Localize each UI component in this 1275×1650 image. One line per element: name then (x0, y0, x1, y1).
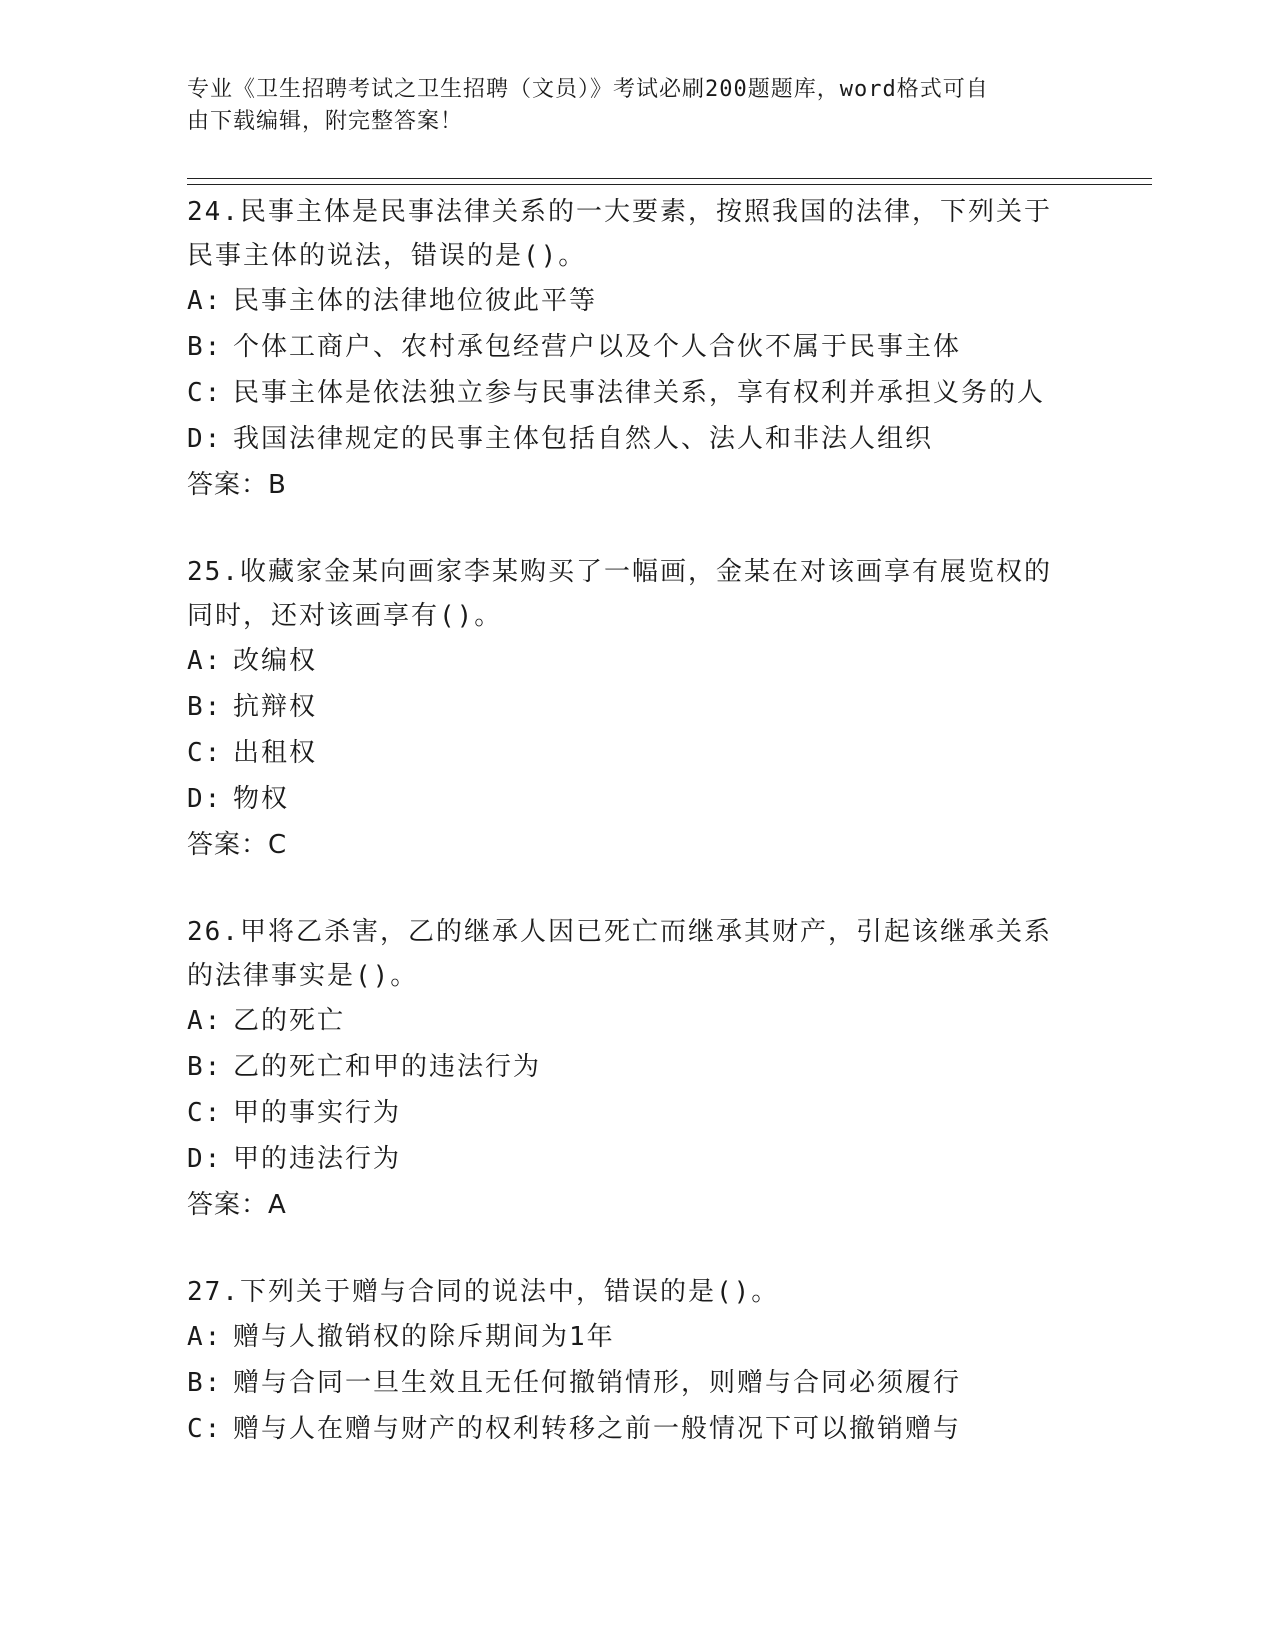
answer-line: 答案：C (187, 830, 288, 860)
option-a (187, 278, 1087, 324)
option-letter: D: (187, 1144, 223, 1174)
option-text: 甲的事实行为 (233, 1098, 402, 1128)
option-c (187, 1406, 1087, 1452)
option-letter: C: (187, 738, 223, 768)
question-26 (187, 910, 1087, 1228)
question-stem (187, 550, 1087, 638)
question-stem-line-1: 24.民事主体是民事法律关系的一大要素，按照我国的法律，下列关于 (187, 197, 1052, 227)
option-letter: C: (187, 1414, 223, 1444)
option-letter: A: (187, 1006, 223, 1036)
option-text: 赠与人在赠与财产的权利转移之前一般情况下可以撤销赠与 (233, 1414, 962, 1444)
option-b (187, 1360, 1087, 1406)
option-d (187, 416, 1087, 462)
header-line-1: 专业《卫生招聘考试之卫生招聘（文员）》考试必刷200题题库，word格式可自 (187, 77, 989, 102)
question-27 (187, 1270, 1087, 1452)
option-text: 赠与人撤销权的除斥期间为1年 (233, 1322, 615, 1352)
option-text: 出租权 (233, 738, 318, 768)
option-letter: B: (187, 692, 223, 722)
option-text: 乙的死亡和甲的违法行为 (233, 1052, 542, 1082)
question-stem (187, 1270, 1087, 1314)
option-c (187, 1090, 1087, 1136)
question-24 (187, 190, 1087, 508)
option-c (187, 730, 1087, 776)
header-line-2: 由下载编辑，附完整答案！ (187, 109, 464, 134)
option-text: 甲的违法行为 (233, 1144, 402, 1174)
question-stem-line-1: 26.甲将乙杀害，乙的继承人因已死亡而继承其财产，引起该继承关系 (187, 917, 1052, 947)
option-letter: B: (187, 1368, 223, 1398)
option-d (187, 776, 1087, 822)
option-text: 乙的死亡 (233, 1006, 346, 1036)
question-stem (187, 910, 1087, 998)
question-stem-line-1: 25.收藏家金某向画家李某购买了一幅画，金某在对该画享有展览权的 (187, 557, 1052, 587)
question-stem-line-2: 民事主体的说法，错误的是()。 (187, 241, 587, 271)
question-stem-line-1: 27.下列关于赠与合同的说法中，错误的是()。 (187, 1277, 780, 1307)
option-letter: A: (187, 286, 223, 316)
option-b (187, 1044, 1087, 1090)
option-text: 改编权 (233, 646, 318, 676)
question-stem (187, 190, 1087, 278)
option-c (187, 370, 1087, 416)
option-text: 我国法律规定的民事主体包括自然人、法人和非法人组织 (233, 424, 934, 454)
option-d (187, 1136, 1087, 1182)
option-text: 个体工商户、农村承包经营户以及个人合伙不属于民事主体 (233, 332, 962, 362)
question-stem-line-2: 同时，还对该画享有()。 (187, 601, 503, 631)
answer-line: 答案：B (187, 470, 287, 500)
option-letter: C: (187, 378, 223, 408)
option-text: 抗辩权 (233, 692, 318, 722)
option-text: 民事主体的法律地位彼此平等 (233, 286, 598, 316)
option-letter: D: (187, 424, 223, 454)
option-letter: C: (187, 1098, 223, 1128)
header-divider-top (187, 178, 1152, 179)
question-list (187, 190, 1087, 1494)
option-letter: D: (187, 784, 223, 814)
header-divider-bottom (187, 184, 1152, 185)
option-a (187, 998, 1087, 1044)
option-letter: A: (187, 646, 223, 676)
option-letter: A: (187, 1322, 223, 1352)
option-b (187, 684, 1087, 730)
option-text: 民事主体是依法独立参与民事法律关系，享有权利并承担义务的人 (233, 378, 1046, 408)
document-header (187, 74, 1067, 138)
answer-line: 答案：A (187, 1190, 287, 1220)
option-letter: B: (187, 1052, 223, 1082)
option-b (187, 324, 1087, 370)
option-text: 赠与合同一旦生效且无任何撤销情形，则赠与合同必须履行 (233, 1368, 962, 1398)
option-text: 物权 (233, 784, 290, 814)
question-25 (187, 550, 1087, 868)
question-stem-line-2: 的法律事实是()。 (187, 961, 419, 991)
option-a (187, 638, 1087, 684)
option-letter: B: (187, 332, 223, 362)
option-a (187, 1314, 1087, 1360)
